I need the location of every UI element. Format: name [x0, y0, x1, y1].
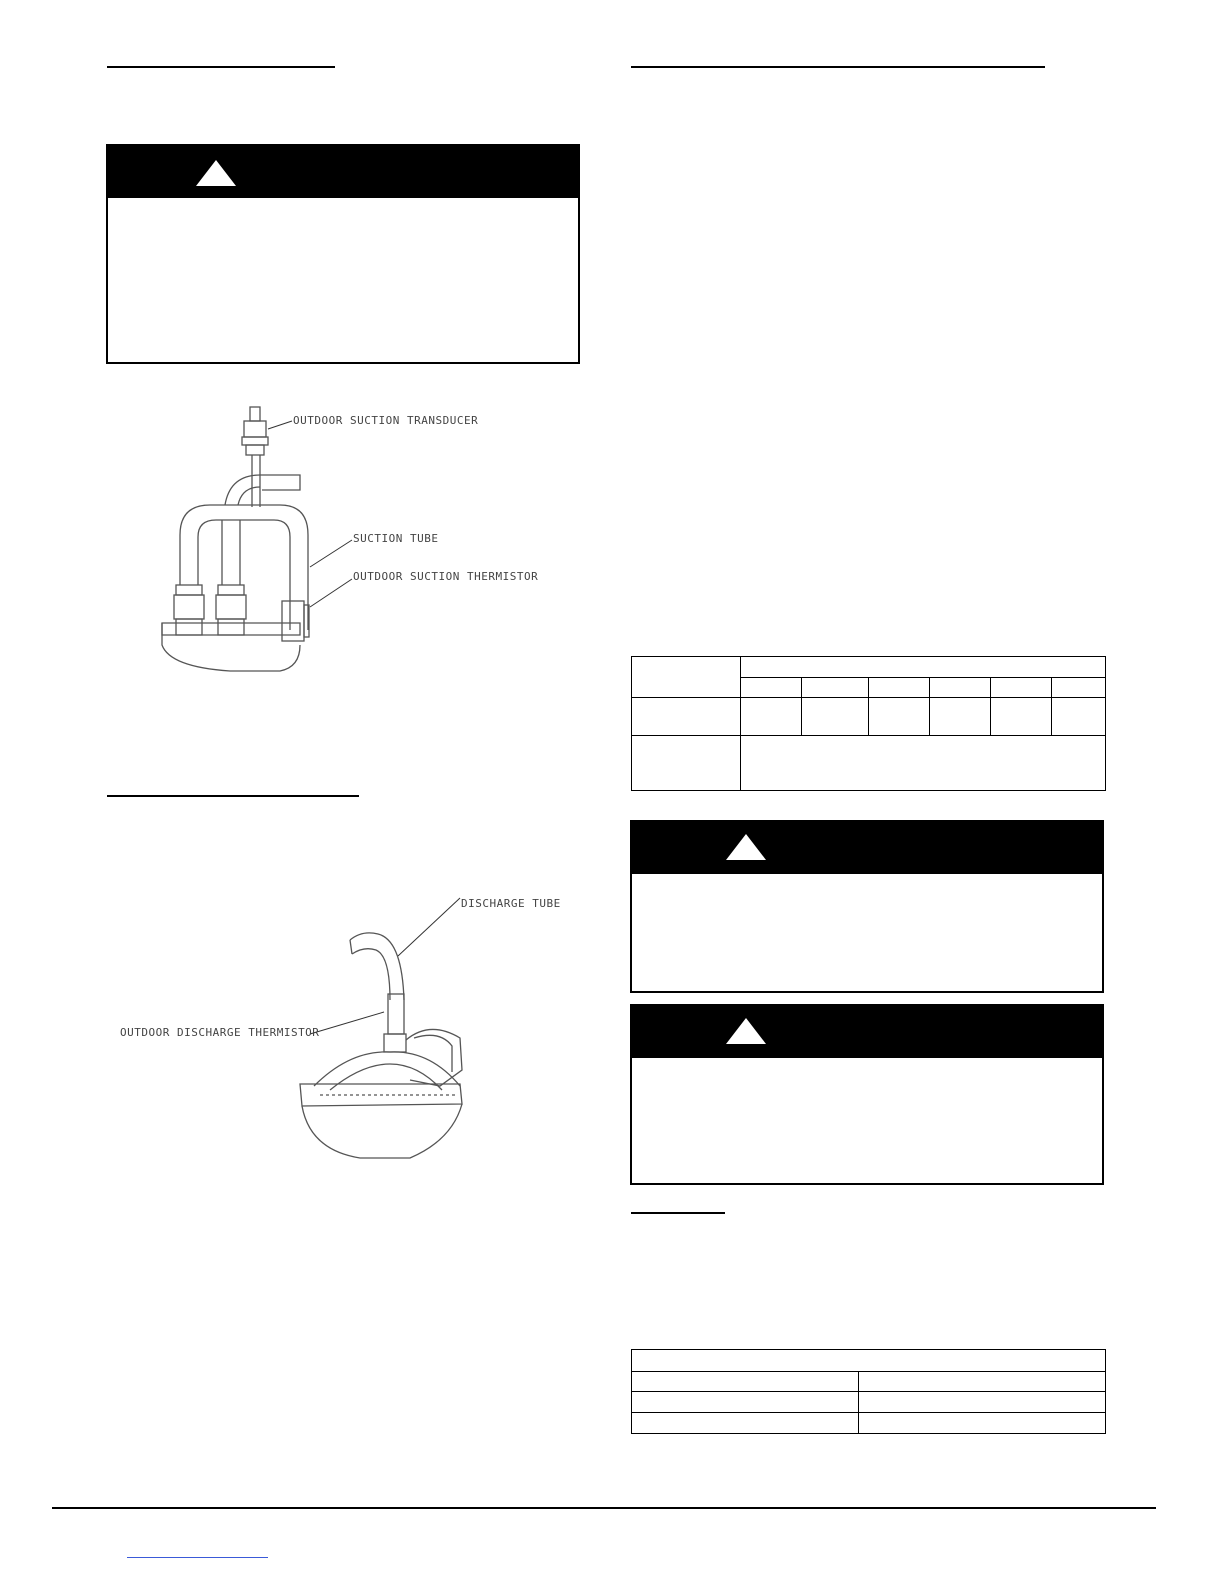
warning-header [632, 1006, 1102, 1058]
table-cell [741, 657, 1106, 678]
table-cell [991, 698, 1052, 736]
table-row [632, 1350, 1106, 1372]
table-cell [1052, 678, 1106, 698]
table-row [632, 736, 1106, 791]
table-cell [632, 736, 741, 791]
table-cell [859, 1413, 1106, 1434]
table-row [632, 1372, 1106, 1392]
section-heading-rule-bottom-right [631, 1212, 725, 1214]
data-table-2 [631, 1349, 1106, 1434]
table-cell [632, 698, 741, 736]
table-row [632, 1413, 1106, 1434]
warning-box-right-2 [630, 1004, 1104, 1185]
label-discharge-tube: DISCHARGE TUBE [461, 897, 561, 910]
table-cell [802, 698, 869, 736]
warning-header [632, 822, 1102, 874]
label-outdoor-suction-thermistor: OUTDOOR SUCTION THERMISTOR [353, 570, 539, 583]
label-outdoor-suction-transducer: OUTDOOR SUCTION TRANSDUCER [293, 414, 479, 427]
table-cell [859, 1392, 1106, 1413]
table-cell [859, 1372, 1106, 1392]
table-cell [741, 698, 802, 736]
label-outdoor-discharge-thermistor: OUTDOOR DISCHARGE THERMISTOR [120, 1026, 320, 1039]
footer-link[interactable] [127, 1557, 268, 1558]
warning-box-right-1 [630, 820, 1104, 993]
discharge-assembly-figure [290, 890, 530, 1170]
footer-rule [52, 1507, 1156, 1509]
section-heading-rule-mid-left [107, 795, 359, 797]
data-table-1 [631, 656, 1106, 791]
table-cell [632, 1413, 859, 1434]
section-heading-rule-top-right [631, 66, 1045, 68]
table-cell [632, 1392, 859, 1413]
warning-box-left [106, 144, 580, 364]
table-cell [991, 678, 1052, 698]
table-cell [632, 657, 741, 698]
table-cell [741, 736, 1106, 791]
table-row [632, 698, 1106, 736]
table-cell [930, 698, 991, 736]
warning-triangle-icon [196, 160, 236, 186]
section-heading-rule-top-left [107, 66, 335, 68]
table-cell [930, 678, 991, 698]
warning-triangle-icon [726, 1018, 766, 1044]
warning-header [108, 146, 578, 198]
table-cell [632, 1350, 1106, 1372]
table-cell [869, 698, 930, 736]
table-cell [632, 1372, 859, 1392]
table-cell [802, 678, 869, 698]
table-cell [869, 678, 930, 698]
table-cell [741, 678, 802, 698]
label-suction-tube: SUCTION TUBE [353, 532, 439, 545]
table-cell [1052, 698, 1106, 736]
warning-triangle-icon [726, 834, 766, 860]
table-row [632, 1392, 1106, 1413]
